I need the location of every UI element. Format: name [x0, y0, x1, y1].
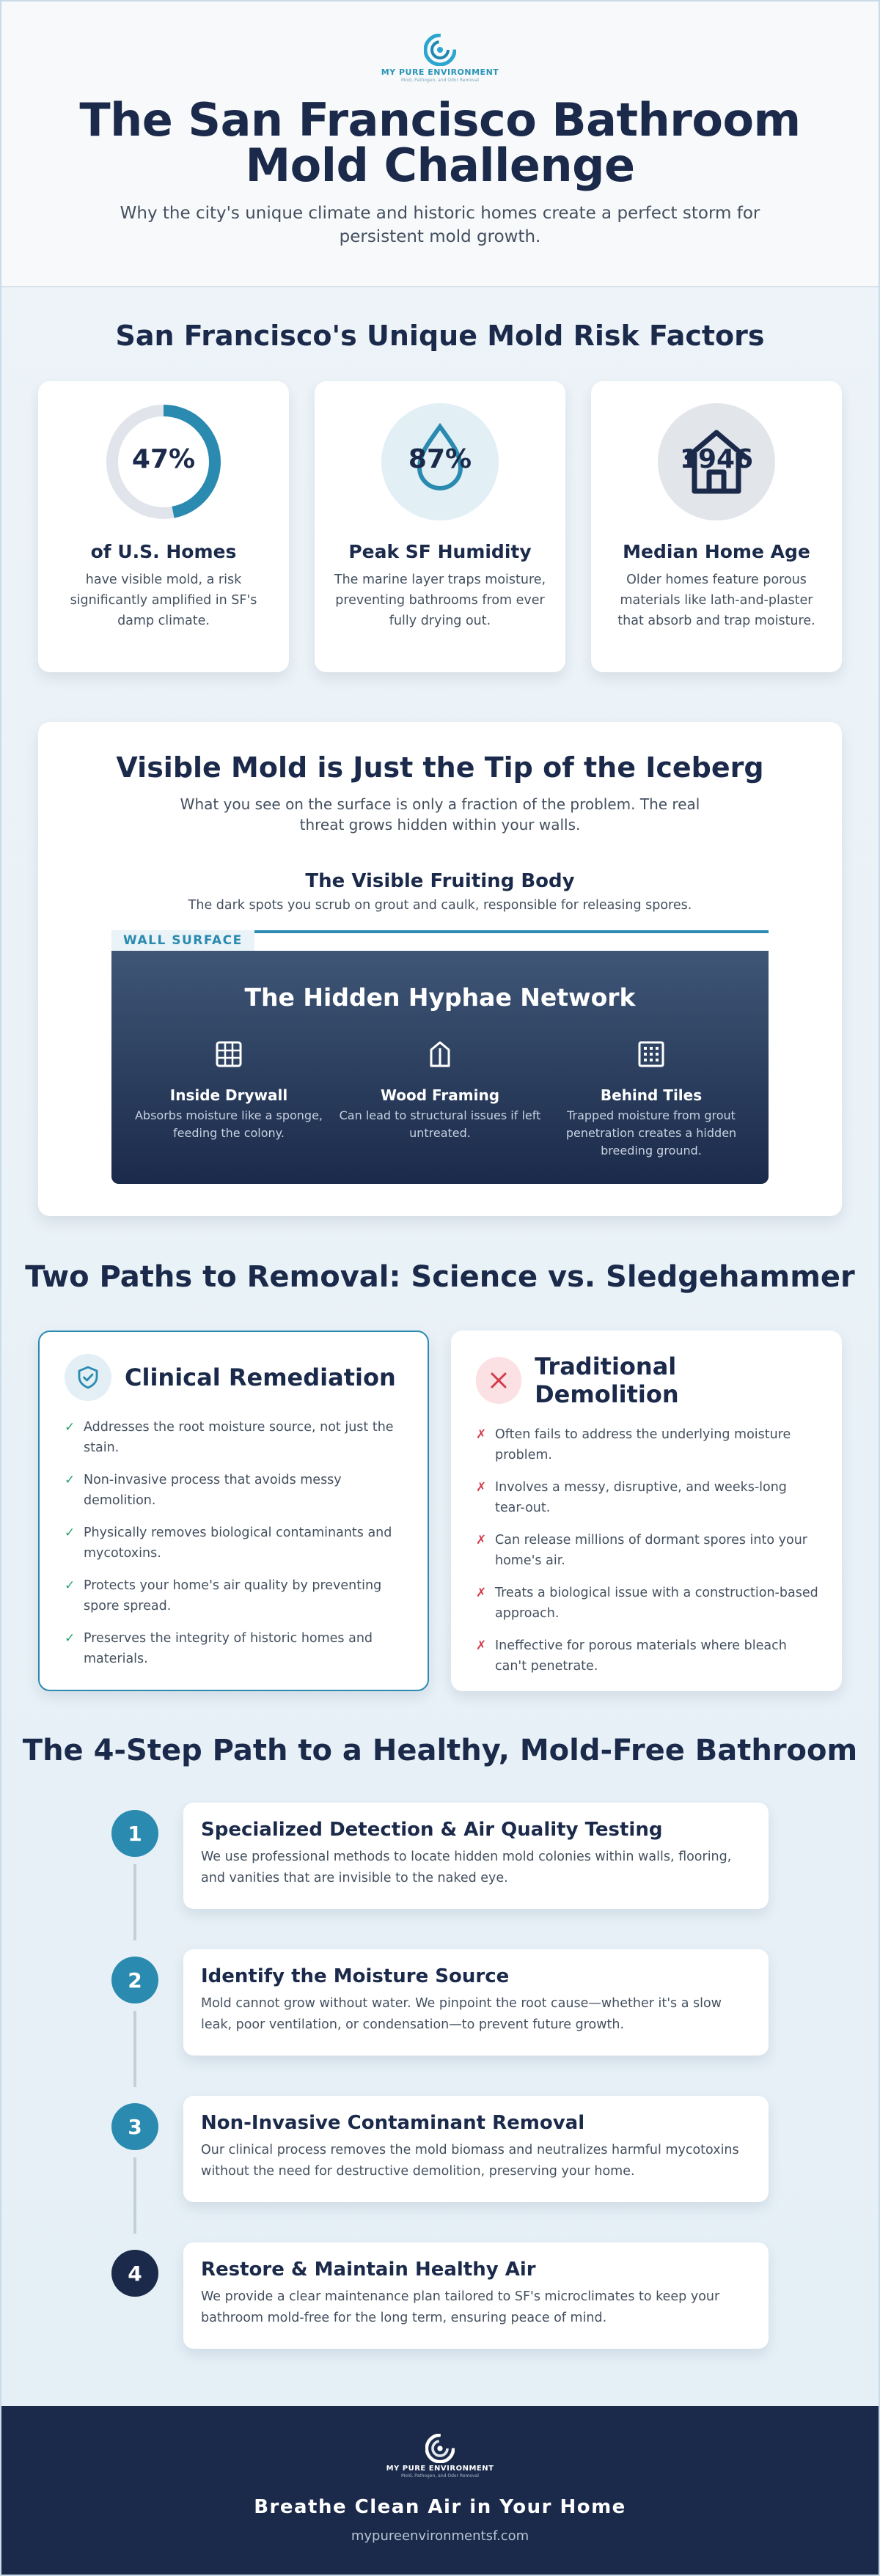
check-icon: ✓	[65, 1420, 76, 1435]
home-age-stat	[658, 403, 775, 520]
tiles-icon	[635, 1038, 667, 1070]
risk-card-homes	[38, 381, 289, 672]
wood-beam-icon	[424, 1038, 456, 1070]
list-item-text: Non-invasive process that avoids messy demolition.	[84, 1473, 342, 1508]
hidden-network-title: The Hidden Hyphae Network	[244, 983, 636, 1012]
list-item-text: Treats a biological issue with a construction-based approach.	[495, 1586, 818, 1621]
x-mark-icon: ✗	[476, 1533, 487, 1548]
steps-heading: The 4-Step Path to a Healthy, Mold-Free Bathroom	[22, 1734, 858, 1767]
shield-check-icon	[65, 1354, 111, 1401]
check-icon: ✓	[65, 1578, 76, 1593]
x-mark-icon: ✗	[476, 1638, 487, 1653]
clinical-remediation-card	[38, 1331, 429, 1691]
page-header	[1, 1, 879, 287]
step-number: 4	[111, 2250, 158, 2297]
step-number: 1	[111, 1810, 158, 1857]
visible-fruiting-body-title: The Visible Fruiting Body	[305, 870, 575, 892]
traditional-demolition-card	[451, 1331, 842, 1691]
list-item	[65, 1417, 406, 1458]
check-icon: ✓	[65, 1631, 76, 1646]
humidity-stat	[381, 403, 499, 520]
step-connector	[133, 1864, 136, 1940]
list-item	[476, 1583, 820, 1624]
risk-cards	[1, 381, 879, 672]
iceberg-heading: Visible Mold is Just the Tip of the Iceberg	[116, 751, 764, 784]
list-item	[65, 1523, 406, 1564]
visible-fruiting-body-desc: The dark spots you scrub on grout and caulk, responsible for releasing spores.	[188, 898, 692, 913]
risk-factors-heading: San Francisco's Unique Mold Risk Factors	[115, 320, 765, 352]
list-item	[476, 1424, 820, 1465]
page-title-line-1: The San Francisco Bathroom	[79, 93, 801, 147]
list-item	[476, 1635, 820, 1677]
progress-ring	[105, 403, 222, 520]
traditional-demolition-title: Traditional Demolition	[535, 1353, 679, 1408]
hidden-location-drywall	[126, 1038, 331, 1160]
risk-card-title: Median Home Age	[623, 541, 810, 562]
step-list	[1, 1803, 879, 2389]
clinical-benefits-list	[65, 1417, 406, 1669]
steps-section	[1, 1734, 879, 2389]
x-mark-icon: ✗	[476, 1586, 487, 1600]
page-title-line-2: Mold Challenge	[245, 139, 635, 192]
list-item	[65, 1470, 406, 1511]
risk-card-title: of U.S. Homes	[90, 541, 237, 562]
list-item-text: Ineffective for porous materials where bleach can't penetrate.	[495, 1638, 787, 1674]
clinical-remediation-title: Clinical Remediation	[125, 1364, 396, 1391]
stat-value-home-age: 1946	[679, 444, 754, 474]
step-title: Specialized Detection & Air Quality Testing	[201, 1819, 663, 1841]
list-item-text: Physically removes biological contaminants and mycotoxins.	[84, 1526, 392, 1561]
risk-factors-section	[1, 287, 879, 672]
website-link[interactable]: mypureenvironmentsf.com	[351, 2528, 529, 2544]
check-icon: ✓	[65, 1526, 76, 1540]
hidden-location-title: Wood Framing	[380, 1086, 500, 1104]
drywall-grid-icon	[213, 1038, 245, 1070]
list-item	[65, 1575, 406, 1616]
list-item-text: Often fails to address the underlying moisture problem.	[495, 1427, 791, 1462]
step-3	[1, 2096, 879, 2242]
step-text: Mold cannot grow without water. We pinpoint the root cause—whether it's a slow leak, poor ventilation, or condensation—to prevent future growth.	[201, 1996, 722, 2032]
step-title: Restore & Maintain Healthy Air	[201, 2259, 536, 2281]
traditional-demolition-header	[476, 1353, 820, 1408]
x-mark-icon: ✗	[476, 1427, 487, 1442]
step-4	[1, 2242, 879, 2389]
risk-card-text: The marine layer traps moisture, preventing bathrooms from ever fully drying out.	[334, 573, 546, 628]
risk-card-home-age	[591, 381, 842, 672]
wall-diagram	[111, 930, 769, 1184]
step-2	[1, 1949, 879, 2096]
list-item	[476, 1477, 820, 1518]
page-subtitle: Why the city's unique climate and historic homes create a perfect storm for persistent mold growth.	[120, 204, 760, 246]
hidden-location-text: Absorbs moisture like a sponge, feeding the colony.	[134, 1108, 323, 1140]
logo-name: MY PURE ENVIRONMENT	[381, 67, 499, 77]
hidden-location-tiles	[549, 1038, 754, 1160]
step-connector	[133, 2011, 136, 2087]
logo-swirl-icon	[425, 2434, 455, 2463]
hidden-locations	[111, 1038, 769, 1160]
hidden-hyphae-network	[111, 951, 769, 1184]
risk-card-title: Peak SF Humidity	[348, 541, 532, 562]
removal-paths-heading: Two Paths to Removal: Science vs. Sledgehammer	[25, 1260, 855, 1294]
logo-tagline: Mold, Pathogen, and Odor Removal	[401, 2473, 479, 2479]
brand-logo[interactable]	[381, 34, 499, 83]
step-title: Identify the Moisture Source	[201, 1965, 510, 1987]
risk-card-humidity	[315, 381, 565, 672]
logo-name: MY PURE ENVIRONMENT	[386, 2465, 494, 2473]
logo-swirl-icon	[424, 34, 456, 66]
path-cards	[1, 1331, 879, 1691]
step-text: We provide a clear maintenance plan tailored to SF's microclimates to keep your bathroom mold-free for the long term, ensuring peace of mind.	[201, 2289, 720, 2325]
removal-paths-section	[1, 1260, 879, 1691]
footer-logo[interactable]	[386, 2434, 494, 2479]
stat-value-homes: 47%	[131, 444, 196, 474]
risk-card-text: Older homes feature porous materials like lath-and-plaster that absorb and trap moisture.	[617, 573, 815, 628]
hidden-location-title: Behind Tiles	[600, 1086, 703, 1104]
list-item	[65, 1628, 406, 1669]
footer-title: Breathe Clean Air in Your Home	[254, 2496, 626, 2518]
list-item-text: Involves a messy, disruptive, and weeks-long tear-out.	[495, 1480, 787, 1515]
iceberg-section	[38, 722, 842, 1216]
wall-surface-label: WALL SURFACE	[111, 930, 254, 951]
step-title: Non-Invasive Contaminant Removal	[201, 2112, 585, 2134]
step-text: Our clinical process removes the mold biomass and neutralizes harmful mycotoxins without the need for destructive demolition, preserving your home.	[201, 2143, 739, 2179]
list-item-text: Can release millions of dormant spores into your home's air.	[495, 1533, 807, 1568]
hidden-location-text: Can lead to structural issues if left untreated.	[339, 1108, 541, 1140]
hidden-location-wood	[337, 1038, 543, 1160]
step-card	[183, 1949, 769, 2056]
step-card	[183, 2096, 769, 2202]
step-card	[183, 1803, 769, 1909]
step-connector	[133, 2157, 136, 2234]
x-mark-icon: ✗	[476, 1480, 487, 1495]
list-item-text: Addresses the root moisture source, not just the stain.	[84, 1420, 394, 1455]
hidden-location-title: Inside Drywall	[169, 1086, 288, 1104]
stat-value-humidity: 87%	[408, 444, 472, 474]
list-item-text: Preserves the integrity of historic homes and materials.	[84, 1631, 373, 1666]
list-item-text: Protects your home's air quality by preventing spore spread.	[84, 1578, 382, 1613]
iceberg-lead: What you see on the surface is only a fraction of the problem. The real threat grows hidden within your walls.	[180, 795, 700, 833]
step-number: 2	[111, 1957, 158, 2003]
logo-tagline: Mold, Pathogen, and Odor Removal	[401, 78, 479, 83]
clinical-remediation-header	[65, 1354, 406, 1401]
step-number: 3	[111, 2103, 158, 2150]
page-title	[1, 93, 879, 192]
step-text: We use professional methods to locate hidden mold colonies within walls, flooring, and vanities that are invisible to the naked eye.	[201, 1850, 732, 1885]
list-item	[476, 1530, 820, 1571]
step-1	[1, 1803, 879, 1949]
step-card	[183, 2242, 769, 2349]
demolition-drawbacks-list	[476, 1424, 820, 1677]
close-icon	[476, 1357, 521, 1404]
hidden-location-text: Trapped moisture from grout penetration creates a hidden breeding ground.	[565, 1108, 737, 1158]
page-footer	[1, 2406, 879, 2575]
risk-card-text: have visible mold, a risk significantly amplified in SF's damp climate.	[70, 573, 257, 628]
check-icon: ✓	[65, 1473, 76, 1487]
